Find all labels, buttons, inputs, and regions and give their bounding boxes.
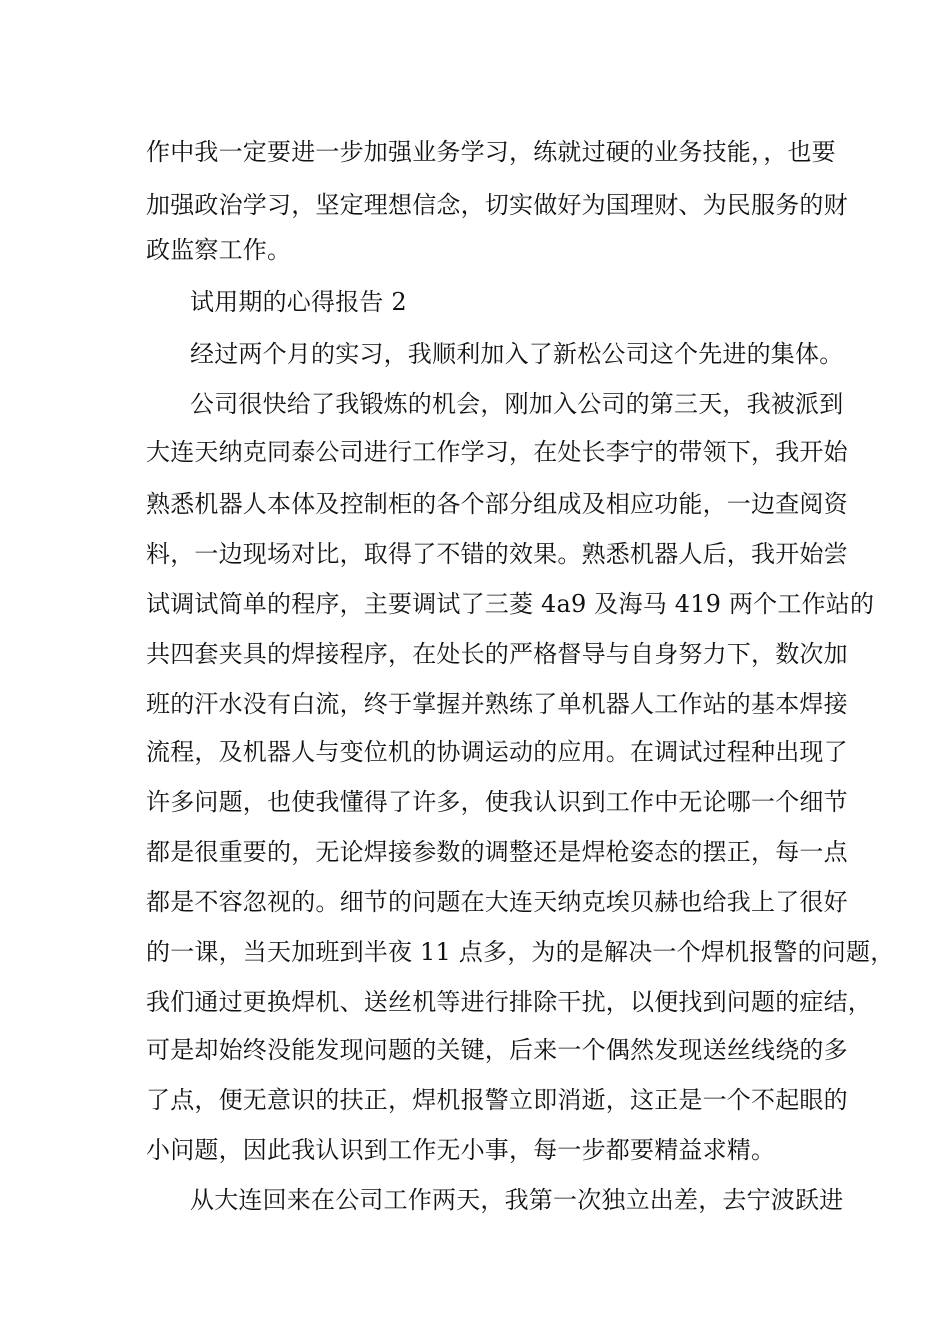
text-line: 经过两个月的实习，我顺利加入了新松公司这个先进的集体。 xyxy=(190,340,844,368)
text-line: 许多问题，也使我懂得了许多，使我认识到工作中无论哪一个细节 xyxy=(146,788,848,816)
text-line: 小问题，因此我认识到工作无小事，每一步都要精益求精。 xyxy=(146,1136,776,1164)
text-line: 班的汗水没有白流，终于掌握并熟练了单机器人工作站的基本焊接 xyxy=(146,690,848,718)
text-line: 试调试简单的程序，主要调试了三菱 4a9 及海马 419 两个工作站的 xyxy=(146,590,875,618)
text-line: 可是却始终没能发现问题的关键，后来一个偶然发现送丝线绕的多 xyxy=(146,1036,848,1064)
text-line: 都是不容忽视的。细节的问题在大连天纳克埃贝赫也给我上了很好 xyxy=(146,888,848,916)
text-line: 加强政治学习，坚定理想信念，切实做好为国理财、为民服务的财 xyxy=(146,191,848,219)
text-line: 料，一边现场对比，取得了不错的效果。熟悉机器人后，我开始尝 xyxy=(146,540,848,568)
paragraph-start-line: 从大连回来在公司工作两天，我第一次独立出差，去宁波跃进 xyxy=(190,1186,844,1214)
text-line: 共四套夹具的焊接程序，在处长的严格督导与自身努力下，数次加 xyxy=(146,640,848,668)
text-line: 大连天纳克同泰公司进行工作学习，在处长李宁的带领下，我开始 xyxy=(146,438,848,466)
text-line: 都是很重要的，无论焊接参数的调整还是焊枪姿态的摆正，每一点 xyxy=(146,838,848,866)
text-line: 作中我一定要进一步加强业务学习，练就过硬的业务技能，，也要 xyxy=(146,138,836,166)
text-line: 的一课，当天加班到半夜 11 点多，为的是解决一个焊机报警的问题， xyxy=(146,938,895,966)
text-line: 政监察工作。 xyxy=(146,236,292,264)
text-line: 我们通过更换焊机、送丝机等进行排除干扰，以便找到问题的症结， xyxy=(146,988,872,1016)
text-line: 熟悉机器人本体及控制柜的各个部分组成及相应功能，一边查阅资 xyxy=(146,490,848,518)
text-line: 了点，便无意识的扶正，焊机报警立即消逝，这正是一个不起眼的 xyxy=(146,1086,848,1114)
text-line: 流程，及机器人与变位机的协调运动的应用。在调试过程种出现了 xyxy=(146,738,848,766)
paragraph-start-line: 公司很快给了我锻炼的机会，刚加入公司的第三天，我被派到 xyxy=(190,390,844,418)
section-heading: 试用期的心得报告 2 xyxy=(190,288,407,316)
